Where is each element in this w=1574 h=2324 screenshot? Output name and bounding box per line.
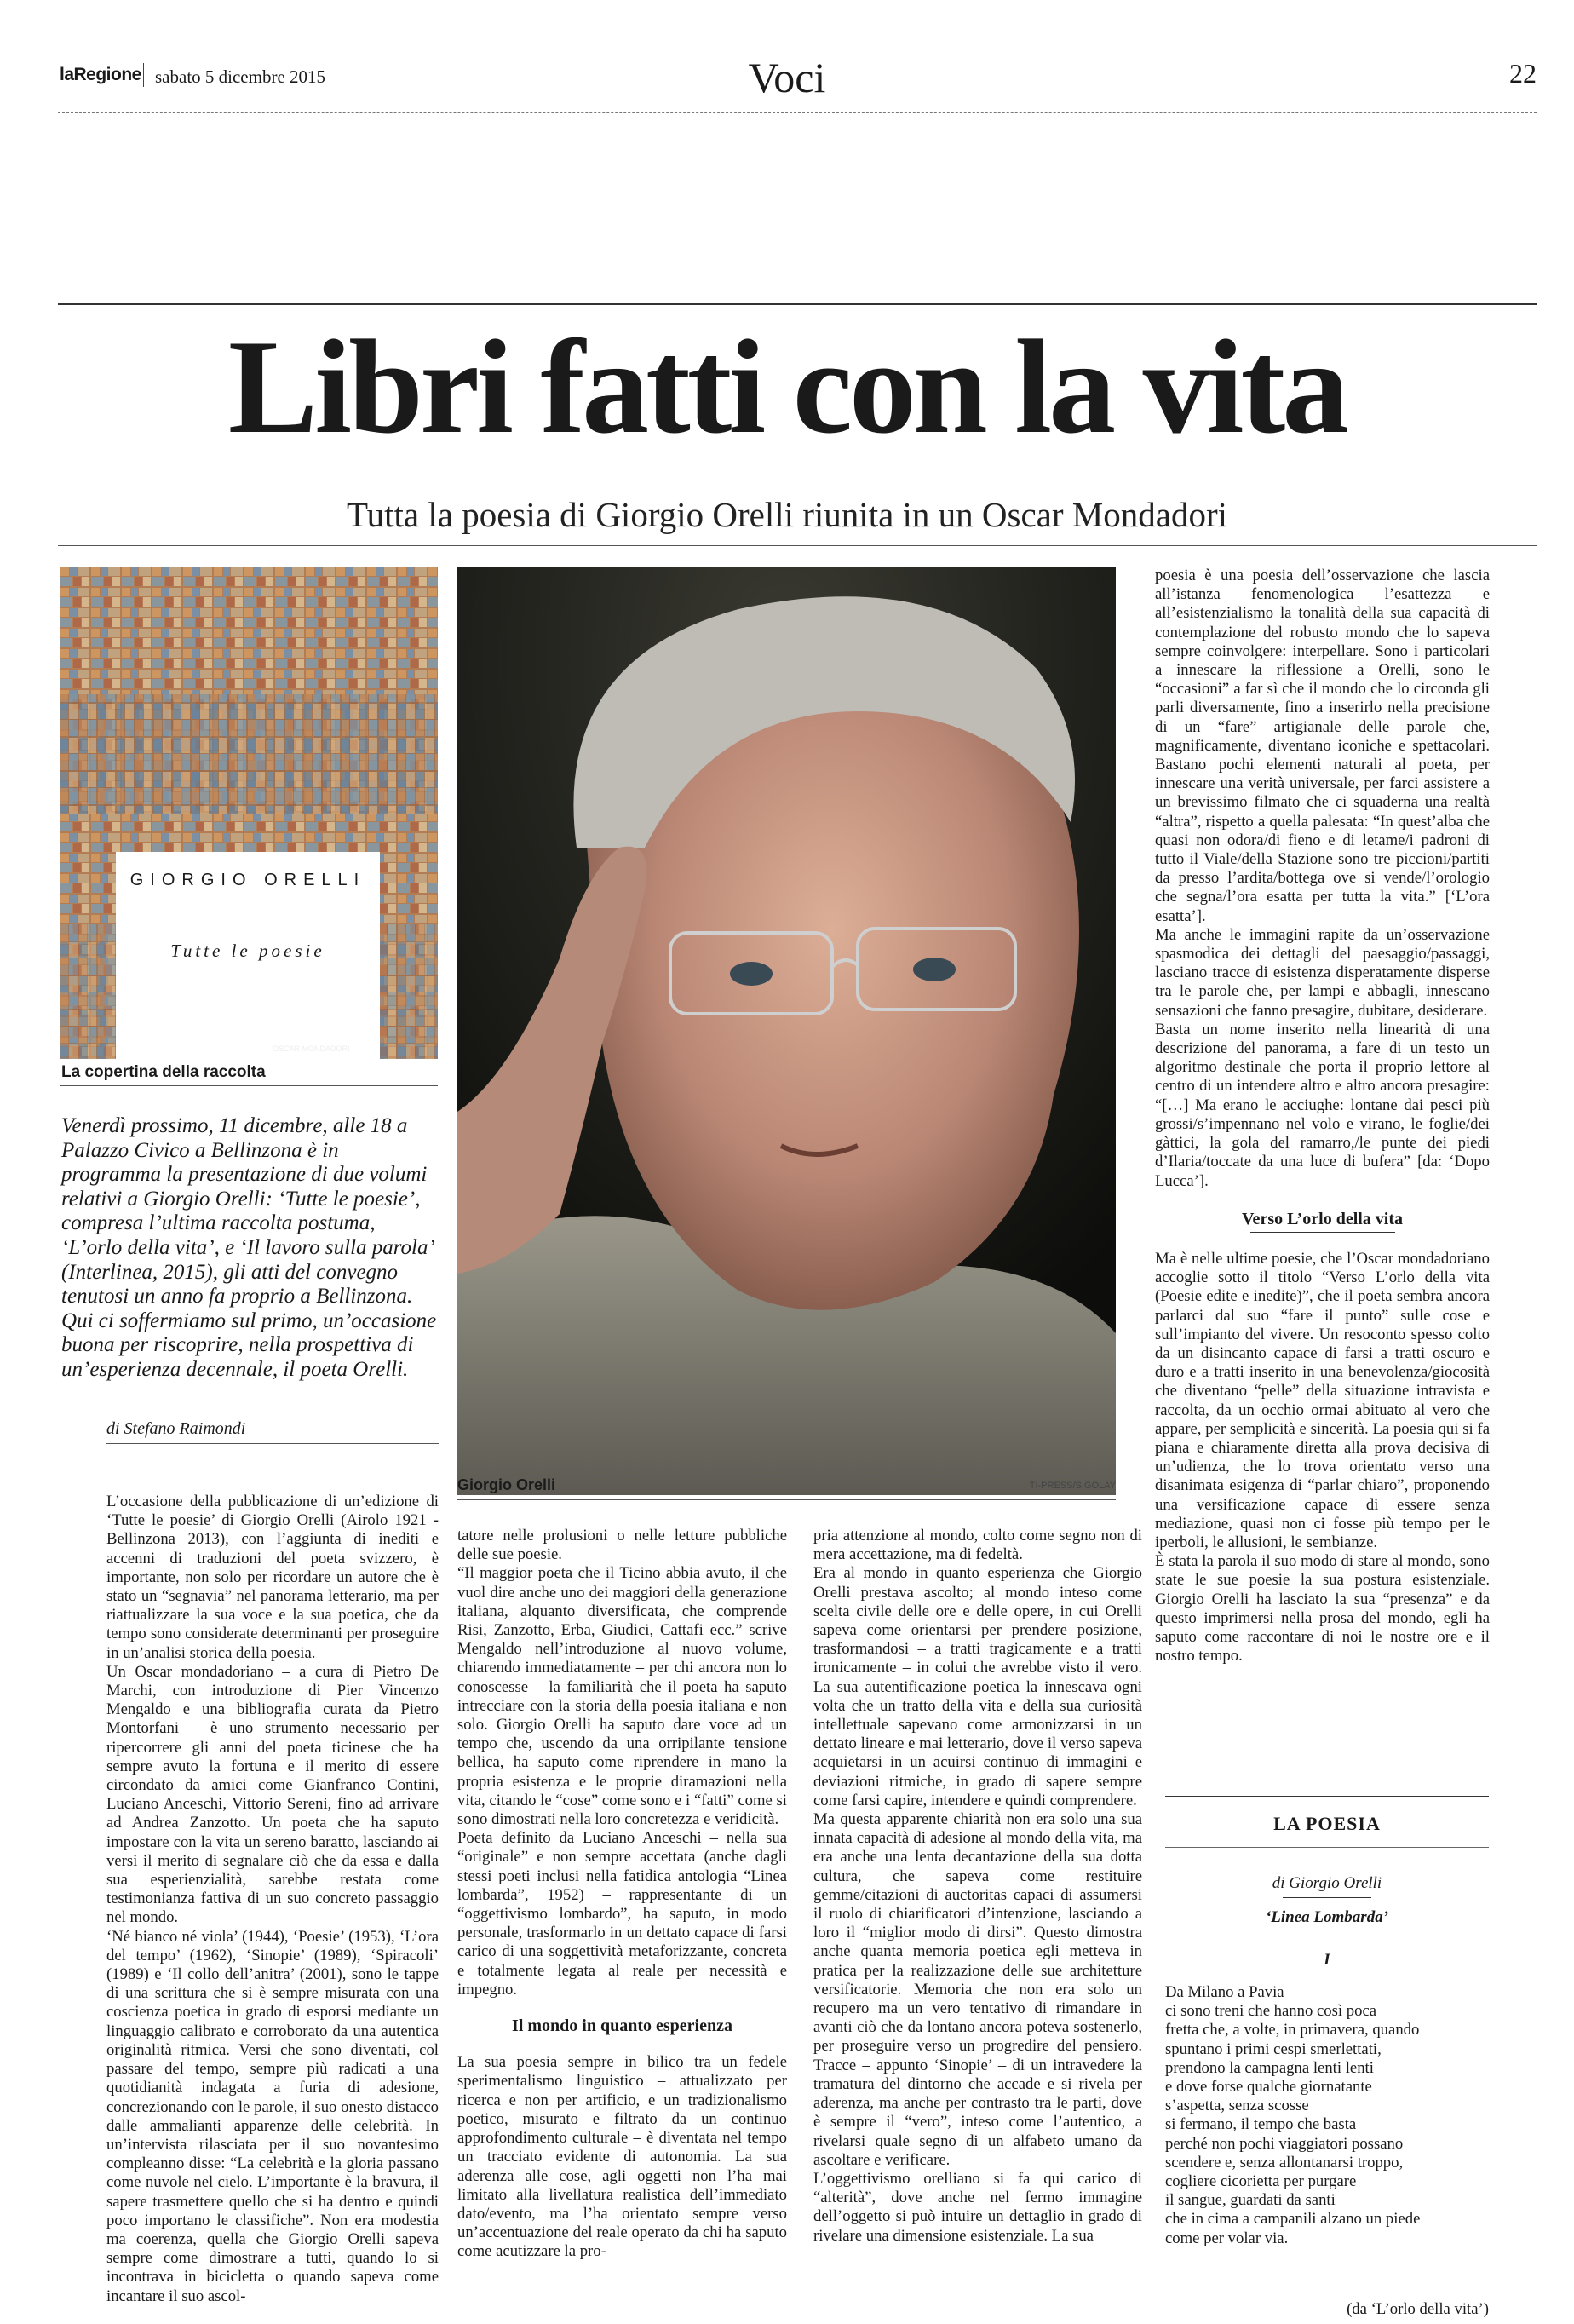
poem-line: cogliere cicorietta per purgare — [1165, 2172, 1357, 2191]
photo-credit: TI-PRESS/S.GOLAY — [1029, 1481, 1116, 1491]
poem-heading: LA POESIA — [1273, 1813, 1381, 1834]
issue-date: sabato 5 dicembre 2015 — [155, 66, 326, 87]
paragraph: ‘Né bianco né viola’ (1944), ‘Poesie’ (1953), ‘L’ora del tempo’ (1962), ‘Sinopie’ (1989), ‘Spiracoli’ (1989) e ‘Il collo dell’anitra’ (2001), sono le tappe di una scrittura che si è sempre misurata con una coscienza poetica in grado di esporsi mediante un linguaggio calibrato e corroborato da una autentica originalità ritmica. Versi che sono diventati, col passare del tempo, sempre più radicati a una quotidianità indagata a furia di adesione, concrezionando con le parole, il suo onesto distacco dalle ammalianti apparenze delle celebrità. In un’intervista rilasciata per il suo novantesimo compleanno disse: “La celebrità e la gloria passano come nuvole nel cielo. L’importante è la bravura, il sapere trasmettere quello che si ha dentro e quindi poco importano le classifiche”. Non era modestia ma coerenza, quella che Giorgio Orelli sapeva sempre come dimostrare a tutti, quando lo si incontrava in bicicletta o quando sapeva come incantare il suo ascol- — [106, 1927, 439, 2305]
paragraph: “Il maggior poeta che il Ticino abbia avuto, il che vuol dire anche uno dei maggiori della generazione italiana, alquanto diversificata, che comprende Risi, Zanzotto, Erba, Giudici, Cattafi ecc.” scrive Mengaldo nell’introduzione al nuovo volume, chiarendo immediatamente – per chi ancora non lo conoscesse – la familiarità che il poeta ha saputo intrecciare con la storia della poesia italiana e non solo. Giorgio Orelli ha saputo dare voce ad un tempo che, uscendo da una orripilante tensione bellica, ha saputo come riprendere in mano la propria esistenza e le proprie diramazioni nella vita, citando le “cose” come sono e i “fatti” come si sono dimostrati nella loro concretezza e veridicità. — [457, 1564, 787, 1829]
section-subhead: Verso L’orlo della vita — [1241, 1209, 1404, 1228]
poem-author: di Giorgio Orelli — [1272, 1874, 1382, 1892]
poem-source: (da ‘L’orlo della vita’) — [1347, 2300, 1489, 2318]
poem-line: si fermano, il tempo che basta — [1165, 2115, 1357, 2134]
paragraph: Un Oscar mondadoriano – a cura di Pietro De Marchi, con introduzione di Pier Vincenzo Mengaldo e una bibliografia curata da Pietro Montorfani – è uno strumento necessario per ripercorrere gli anni del poeta ticinese che ha sempre avuto la fortuna e il merito di essere circondato da amici come Gianfranco Contini, Luciano Anceschi, Vittorio Sereni, fino ad arrivare ad Andrea Zanzotto. Un poeta che ha saputo impostare con la vita un sereno baratto, lasciando ai versi il merito di segnalare ciò che da essa e dalla sua esperienzialità, sarebbe restata come testimonianza fattiva di un suo concreto passaggio nel mondo. — [106, 1662, 439, 1927]
article-column-4 — [1155, 567, 1490, 1665]
poem-line: prendono la campagna lenti lenti — [1165, 2058, 1374, 2077]
paragraph: La sua poesia sempre in bilico tra un fedele sperimentalismo linguistico – attualizzato per ricerca e non per artificio, e un tradizionalismo poetico, misurato e filtrato da un continuo approfondimento culturale – è diventata nel tempo un tracciato evidente di autonomia. La sua aderenza alle cose, agli oggetti non l’ha mai limitato alla livellatura realistica dell’immediato dato/evento, ma l’ha orientato sempre verso un’accentuazione del reale operato da chi ha saputo come acutizzare la pro- — [457, 2053, 787, 2261]
cover-caption: La copertina della raccolta — [61, 1063, 266, 1081]
paragraph: Basta un nome inserito nella linearità di una descrizione del panorama, a fare di un testo un algoritmo destinale che porta il proprio lettore al centro di un intendere altro e altro ancora presagire: “[…] Ma erano le acciughe: lontane dai pesci più grossi/s’impennano nel volo e virano, le foglie/dei gàttici, la gola del ramarro,/le punte dei piedi d’Ilaria/toccate da una luce di bufera” [da: ‘Dopo Lucca’]. — [1155, 1020, 1490, 1190]
paragraph: Ma è nelle ultime poesie, che l’Oscar mondadoriano accoglie sotto il titolo “Verso L’orlo della vita (Poesie edite e inedite)”, che il poeta sembra ancora parlarci dal suo “fare il punto” sulle cose e sull’impianto del vivere. Un resoconto spesso colto da un disincanto capace di farsi a tratti oscuro e duro e a tratti inserito in una benevolenza/giocosità che diventano “pelle” della situazione intravista e raccolta, da un occhio ormai abituato al vero che appare, per semplicità e sincerità. La poesia qui si fa piana e chiaramente diretta alla prova decisiva di un’udienza, che lo trova orientato verso una disanimata esigenza di “parlar chiaro”, proponendo una versificazione capace di essere senza mediazione, quasi non ci fosse più tempo per le iperboli, le allusioni, le sembianze. — [1155, 1249, 1490, 1551]
poem-line: che in cima a campanili alzano un piede — [1165, 2210, 1421, 2229]
subhead-rule — [1250, 1232, 1395, 1233]
cover-title: Tutte le poesie — [170, 941, 325, 961]
paragraph: Ma anche le immagini rapite da un’osservazione spasmodica dei dettagli del paesaggio/passaggi, lasciano tracce di esistenza disperatamente disperse tra le parole che, per lampi e abbagli, innescano sensazioni che fanno presagire, dubitare, desiderare. — [1155, 925, 1490, 1020]
cover-publisher: OSCAR MONDADORI — [273, 1044, 350, 1053]
poem-author-rule — [1283, 1897, 1371, 1898]
paragraph: Era al mondo in quanto esperienza che Giorgio Orelli prestava ascolto; al mondo inteso come scelta civile delle ore e delle opere, in cui Orelli sapeva come orientarsi per prendere posizione, trasformandosi – a tratti tragicamente e a tratti ironicamente – in colui che avrebbe visto il vero. La sua autentificazione poetica la innescava ogni volta che un tratto della vita e della sua curiosità intellettuale sapevano come armonizzarsi in un dettato lineare e mai letterario, dove il verso sapeva acquietarsi in un acuirsi continuo di immagini e deviazioni ritmiche, in grado di sapere sempre come farsi capire, intendere e quindi comprendere. — [813, 1564, 1142, 1809]
article-column-1 — [106, 1493, 439, 2306]
article-column-2 — [457, 1527, 787, 2262]
photo-caption: Giorgio Orelli — [457, 1476, 556, 1493]
headline-top-rule — [58, 303, 1537, 305]
poem-top-rule — [1165, 1796, 1489, 1797]
poem-line: e dove forse qualche giornatante — [1165, 2078, 1372, 2097]
poem-line: Da Milano a Pavia — [1165, 1983, 1284, 2001]
paragraph: tatore nelle prolusioni o nelle letture pubbliche delle sue poesie. — [457, 1527, 787, 1564]
poem-section-number: I — [1324, 1951, 1330, 1969]
section-title: Voci — [748, 54, 826, 101]
newspaper-logo: laRegione — [60, 65, 141, 84]
photo-caption-rule — [457, 1499, 1116, 1500]
poem-heading-rule — [1165, 1847, 1489, 1848]
byline-rule — [106, 1443, 439, 1444]
byline: di Stefano Raimondi — [106, 1419, 246, 1438]
paragraph: Ma questa apparente chiarità non era solo una sua innata capacità di adesione al mondo della vita, ma era anche una lenta decantazione della sua dotta cultura, che sapeva come restituire gemme/citazioni di auctoritas capaci di assumersi il ruolo di chiarificatori d’intenzione, lasciando a loro il “miglior modo di dirsi”. Questo dimostra anche quanta memoria poetica egli metteva in pratica per la realizzazione delle sue architetture versificatorie. Memoria che non era solo un recupero ma un vero tentativo di rimandare in avanti ciò che da lontano ancora poteva sostenerlo, per proseguire verso un progredire del pensiero. Tracce – appunto ‘Sinopie’ – di un intravedere la tramatura del dintorno che accade e si rivela per aderenza, ma anche per contrasto tra le parti, dove è sempre il “vero”, inteso come l’autentico, a rivelarsi quale segno di un alfabeto umano da ascoltare e verificare. — [813, 1810, 1142, 2169]
paragraph: È stata la parola il suo modo di stare al mondo, sono state le sue poesie la sua postura esistenziale. Giorgio Orelli ha lasciato la sua “presenza” e da questo imprimersi nella prosa del mondo, egli ha saputo come raccontare di noi le nostre ore e il nostro tempo. — [1155, 1552, 1490, 1665]
subtitle: Tutta la poesia di Giorgio Orelli riunita in un Oscar Mondadori — [347, 495, 1227, 534]
poem-line: fretta che, a volte, in primavera, quando — [1165, 2021, 1420, 2039]
subtitle-rule — [58, 545, 1537, 546]
cover-author: GIORGIO ORELLI — [129, 871, 366, 889]
poem-line: come per volar via. — [1165, 2229, 1289, 2247]
poem-line: il sangue, guardati da santi — [1165, 2191, 1336, 2210]
masthead-rule — [58, 112, 1537, 113]
paragraph: L’oggettivismo orelliano si fa qui carico di “alterità”, dove anche nel fermo immagine dell’oggetto si può intuire un dettaglio in grado di rivelare una dimensione esistenziale. La sua — [813, 2169, 1142, 2245]
poem-text — [1165, 1983, 1489, 2248]
headline: Libri fatti con la vita — [227, 313, 1347, 462]
paragraph: pria attenzione al mondo, colto come segno non di mera accettazione, ma di fedeltà. — [813, 1527, 1142, 1564]
poem-line: perché non pochi viaggiatori possano — [1165, 2134, 1404, 2153]
paragraph: L’occasione della pubblicazione di un’edizione di ‘Tutte le poesie’ di Giorgio Orelli (Airolo 1921 - Bellinzona 2013), con l’aggiunta di inediti e accenni di traduzioni del poeta svizzero, è importante, non solo per ricordare un autore che è stato un “segnavia” nel panorama letterario, ma per riattualizzare la sua voce e la sua poetica, che da tempo sono considerate determinanti per proseguire in un’analisi storica della poesia. — [106, 1493, 439, 1662]
poem-line: scendere e, senza allontanarsi troppo, — [1165, 2153, 1404, 2172]
section-subhead: Il mondo in quanto esperienza — [512, 2016, 732, 2036]
poem-title: ‘Linea Lombarda’ — [1265, 1908, 1389, 1926]
portrait-photo — [457, 567, 1116, 1495]
paragraph: poesia è una poesia dell’osservazione che lascia all’istanza fenomenologica l’esattezza e all’esistenzialismo la tonalità della sua capacità di contemplazione del robusto mondo che lo sapeva sempre coinvolgere: interpellare. Sono i particolari a innescare la riflessione a Orelli, sono le “occasioni” a far sì che il mondo che lo circonda gli parli diversamente, fino a inserirlo nella precisione di un “fare” artigianale delle parole che, magnificamente, diventano iconiche e spettacolari. Bastano pochi elementi naturali al poeta, per innescare una verità universale, per farci assistere a un brevissimo filmato che ci squaderna una realtà “altra”, rispetto a quella palesata: “In quest’alba che quasi non odora/di fieno e di letame/i padroni di tutto il Viale/della Stazione sono tre piccioni/partiti da presso l’ardita/bottega ove si vende/l’orologio che segna/l’ora esatta per tutta la vita.” [‘L’ora esatta’]. — [1155, 567, 1490, 925]
page-number: 22 — [1509, 58, 1537, 89]
article-column-3 — [813, 1527, 1142, 2246]
cover-caption-rule — [60, 1085, 438, 1086]
poem-line: spuntano i primi cespi smerlettati, — [1165, 2039, 1382, 2058]
paragraph: Poeta definito da Luciano Anceschi – nella sua “originale” e non sempre accettata (anche dagli stessi poeti inclusi nella fatidica antologia “Linea lombarda”, 1952) – rappresentante di un “oggettivismo lombardo”, ha saputo, in modo personale, trasformarlo in un dettato capace di farsi carico di una soggettività metaforizzante, concreta e totalmente legata al reale per necessità e impegno. — [457, 1829, 787, 1999]
poem-line: ci sono treni che hanno così poca — [1165, 2002, 1377, 2021]
poem-line: s’aspetta, senza scosse — [1165, 2097, 1309, 2115]
intro-standfirst: Venerdì prossimo, 11 dicembre, alle 18 a Palazzo Civico a Bellinzona è in programma la presentazione di due volumi relativi a Giorgio Orelli: ‘Tutte le poesie’, compresa l’ultima raccolta postuma, ‘L’orlo della vita’, e ‘Il lavoro sulla parola’ (Interlinea, 2015), gli atti del convegno tenutosi un anno fa proprio a Bellinzona. Qui ci soffermiamo sul primo, un’occasione buona per riscoprire, nella prospettiva di un’esperienza decennale, il poeta Orelli. — [61, 1114, 437, 1381]
